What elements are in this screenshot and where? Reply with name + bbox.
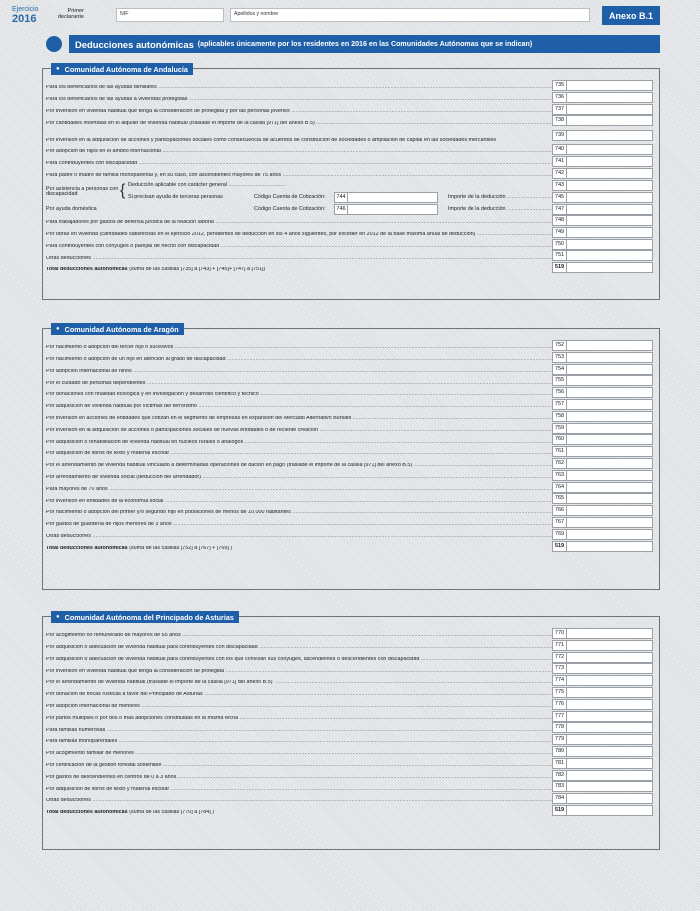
- deduction-value-field[interactable]: [567, 628, 653, 639]
- box-number: 756: [552, 387, 567, 398]
- deduction-row: [46, 115, 653, 127]
- box-number: 762: [552, 458, 567, 469]
- box-number: 777: [552, 711, 567, 722]
- deduction-value-field[interactable]: [567, 104, 653, 115]
- total-label-bold: Total deducciones autonómicas: [46, 810, 128, 816]
- deduction-value-field[interactable]: [567, 92, 653, 103]
- deduction-row: [46, 168, 653, 180]
- deduction-row: [46, 529, 653, 541]
- deduction-value-field[interactable]: [567, 458, 653, 469]
- section-aragon: [42, 324, 660, 590]
- deduction-value-field[interactable]: [567, 423, 653, 434]
- box-number: 783: [552, 781, 567, 792]
- ejercicio-label: Ejercicio: [12, 6, 39, 13]
- total-label-bold: Total deducciones autonómicas: [46, 545, 128, 551]
- box-number: 766: [552, 505, 567, 516]
- box-number: 761: [552, 446, 567, 457]
- deduction-value-field[interactable]: [567, 711, 653, 722]
- aragon-rows: [46, 340, 653, 552]
- box-number: 742: [552, 168, 567, 179]
- box-number: 781: [552, 758, 567, 769]
- box-number: 738: [552, 115, 567, 126]
- deduction-row: [46, 144, 653, 156]
- primer-declarante-label: Primer declarante: [57, 8, 84, 20]
- deduction-value-field[interactable]: [567, 746, 653, 757]
- deduction-row: [46, 699, 653, 711]
- deduction-row: [46, 482, 653, 494]
- value-745[interactable]: [567, 192, 653, 203]
- total-value[interactable]: [567, 541, 653, 552]
- box-number: 769: [552, 529, 567, 540]
- deduction-row: [46, 364, 653, 376]
- deduction-value-field[interactable]: [567, 493, 653, 504]
- deduction-value-field[interactable]: [567, 227, 653, 238]
- total-row: [46, 805, 653, 817]
- deduction-row: [46, 722, 653, 734]
- box-number: 741: [552, 156, 567, 167]
- deduction-row: [46, 127, 653, 144]
- deduction-value-field[interactable]: [567, 663, 653, 674]
- deduction-label: Por nacimiento o adopción del tercer hijo o sucesivos .....: [46, 345, 575, 351]
- deduction-value-field[interactable]: [567, 168, 653, 179]
- deduction-label: Por el arrendamiento de vivienda habitual vinculado a determinadas operaciones de dación en pago (traslade el importe de la casilla [971] del anexo B.5) .....: [46, 463, 575, 469]
- andalucia-rows: [46, 80, 653, 274]
- deduction-label: Para familias numerosas .....: [46, 728, 575, 734]
- deduction-value-field[interactable]: [567, 517, 653, 528]
- deduction-label: Por inversión en la adquisición de acciones o participaciones sociales de nuevas entidades o de reciente creación .....: [46, 428, 575, 434]
- nif-field[interactable]: NIF: [116, 8, 224, 22]
- brace-icon: {: [120, 181, 126, 199]
- box-number: 736: [552, 92, 567, 103]
- box-number: 763: [552, 470, 567, 481]
- deduction-label: Por el cuidado de personas dependientes .....: [46, 381, 575, 387]
- deduction-label: Por adquisición o adecuación de vivienda habitual para contribuyentes con los que convivan sus cónyuges, ascendientes o descendientes con discapacidad .....: [46, 657, 575, 663]
- deduction-value-field[interactable]: [567, 250, 653, 261]
- deduction-value-field[interactable]: [567, 687, 653, 698]
- deduction-value-field[interactable]: [567, 352, 653, 363]
- bullet-icon: ●: [56, 66, 60, 72]
- deduction-label: Por obras en vivienda (cantidades satisfechas en el ejercicio 2012, pendientes de deducción en los 4 años siguientes, por exceder en 2012 de la base máxima anual de deducción) .....: [46, 232, 575, 238]
- deduction-row: [46, 239, 653, 251]
- deduction-row: [46, 446, 653, 458]
- total-row: [46, 541, 653, 553]
- deduction-label: Por adquisición o adecuación de vivienda habitual para contribuyentes con discapacidad .....: [46, 645, 575, 651]
- deduction-value-field[interactable]: [567, 130, 653, 141]
- total-label: [46, 546, 575, 552]
- deduction-row: [46, 340, 653, 352]
- total-value[interactable]: [567, 262, 653, 273]
- caracter-general-label: Deducción aplicable con carácter general .....: [128, 182, 285, 188]
- deduction-value-field[interactable]: [567, 722, 653, 733]
- deduction-label: Para los beneficiarios de las ayudas familiares .....: [46, 85, 575, 91]
- deduction-label: Para contribuyentes con discapacidad .....: [46, 161, 575, 167]
- total-box: 519: [552, 262, 567, 273]
- page-title: [46, 35, 660, 53]
- box-number: 772: [552, 652, 567, 663]
- deduction-row: [46, 387, 653, 399]
- deduction-label: Para mayores de 70 años .....: [46, 487, 575, 493]
- total-box: 519: [552, 805, 567, 816]
- form-header: [10, 6, 660, 26]
- box-number: 740: [552, 144, 567, 155]
- section-title-text: Comunidad Autónoma de Andalucía: [64, 64, 188, 74]
- box-number: 780: [552, 746, 567, 757]
- deduction-label: Por inversión en acciones de entidades que cotizan en el segmento de empresas en expansión del Mercado Alternativo Bursátil .....: [46, 416, 575, 422]
- bullet-icon: ●: [56, 326, 60, 332]
- deduction-label: Por adquisición de vivienda habitual por víctimas del terrorismo .....: [46, 404, 575, 410]
- ejercicio: [12, 6, 38, 25]
- deduction-label: Por adopción internacional de niños .....: [46, 369, 575, 375]
- codigo-label-1: Código Cuenta de Cotización:: [254, 193, 326, 200]
- deduction-label: Por arrendamiento de vivienda social (deducción del arrendador) .....: [46, 475, 575, 481]
- deduction-value-field[interactable]: [567, 156, 653, 167]
- box-number: 779: [552, 734, 567, 745]
- box-number: 784: [552, 793, 567, 804]
- deduction-value-field[interactable]: [567, 115, 653, 126]
- deduction-label: Por certificación de la gestión forestal sostenible .....: [46, 763, 575, 769]
- box-number: 750: [552, 239, 567, 250]
- deduction-row: [46, 352, 653, 364]
- deduction-value-field[interactable]: [567, 387, 653, 398]
- title-circle-icon: [46, 36, 62, 52]
- box-747: 747: [552, 204, 567, 215]
- section-title-text: Comunidad Autónoma de Aragón: [64, 324, 179, 334]
- asturias-rows: [46, 628, 653, 817]
- deduction-row: [46, 652, 653, 664]
- precisan-label: Si precisan ayuda de terceras personas: [128, 193, 223, 200]
- deduction-label: Por el arrendamiento de vivienda habitual (traslade el importe de la casilla [971] del anexo B.5) .....: [46, 680, 575, 686]
- box-number: 737: [552, 104, 567, 115]
- deduction-label: Por inversión en vivienda habitual que tenga la consideración de protegida y por las personas jóvenes .....: [46, 109, 575, 115]
- box-number: 758: [552, 411, 567, 422]
- deduction-label: Por adquisición o rehabilitación de vivienda habitual en núcleos rurales o análogos .....: [46, 440, 575, 446]
- box-745: 745: [552, 192, 567, 203]
- deduction-label: Para trabajadores por gastos de defensa jurídica de la relación laboral .....: [46, 220, 575, 226]
- box-number: 767: [552, 517, 567, 528]
- total-label-rest: (suma de las casillas [735] a [743] + [745]+ [747] a [751]): [129, 267, 266, 273]
- value-747[interactable]: [567, 204, 653, 215]
- box-number: 748: [552, 215, 567, 226]
- deduction-row: [46, 675, 653, 687]
- total-label-bold: Total deducciones autonómicas: [46, 267, 128, 273]
- deduction-row: [46, 517, 653, 529]
- deduction-row: [46, 92, 653, 104]
- deduction-label: Por inversión en vivienda habitual que tenga la consideración de protegida .....: [46, 669, 575, 675]
- deduction-row: [46, 411, 653, 423]
- codigo-label-2: Código Cuenta de Cotización:: [254, 205, 326, 212]
- deduction-label: Por gastos de guardería de hijos menores de 3 años .....: [46, 522, 575, 528]
- total-label-rest: (suma de las casillas [770] a [784] ): [129, 810, 214, 816]
- deduction-value-field[interactable]: [567, 446, 653, 457]
- deduction-row: [46, 493, 653, 505]
- deduction-row: [46, 227, 653, 239]
- deduction-label: Por cantidades invertidas en el alquiler de vivienda habitual (traslade el importe de la casilla [971] del anexo B.5) .....: [46, 121, 575, 127]
- deduction-row: [46, 470, 653, 482]
- box-number: 752: [552, 340, 567, 351]
- deduction-value-field[interactable]: [567, 675, 653, 686]
- box-number: 739: [552, 130, 567, 141]
- value-744[interactable]: [348, 192, 438, 203]
- deduction-value-field[interactable]: [567, 434, 653, 445]
- deduction-value-field[interactable]: [567, 529, 653, 540]
- total-label: [46, 810, 575, 816]
- box-744: 744: [334, 192, 348, 203]
- box-number: 759: [552, 423, 567, 434]
- box-number: 770: [552, 628, 567, 639]
- deduction-value-field[interactable]: [567, 215, 653, 226]
- box-number: 749: [552, 227, 567, 238]
- box-number: 774: [552, 675, 567, 686]
- box-number: 776: [552, 699, 567, 710]
- box-number: 753: [552, 352, 567, 363]
- deduction-value-field[interactable]: [567, 699, 653, 710]
- deduction-row: [46, 711, 653, 723]
- title-main: Deducciones autonómicas: [75, 38, 194, 50]
- ayuda-domestica-label: Por ayuda doméstica: [46, 205, 97, 212]
- box-746: 746: [334, 204, 348, 215]
- title-sub: (aplicables únicamente por los residentes en 2016 en las Comunidades Autónomas que se indican): [197, 40, 533, 48]
- deduction-value-field[interactable]: [567, 640, 653, 651]
- section-title-text: Comunidad Autónoma del Principado de Asturias: [64, 612, 234, 622]
- deduction-value-field[interactable]: [567, 734, 653, 745]
- bullet-icon: ●: [56, 614, 60, 620]
- asistencia-block: [46, 180, 653, 215]
- deduction-row: [46, 758, 653, 770]
- deduction-row: [46, 375, 653, 387]
- box-number: 775: [552, 687, 567, 698]
- box-number: 778: [552, 722, 567, 733]
- deduction-row: [46, 734, 653, 746]
- deduction-row: [46, 505, 653, 517]
- box-number: 771: [552, 640, 567, 651]
- deduction-label: Por partos múltiples o por dos o más adopciones constituidas en la misma fecha .....: [46, 716, 575, 722]
- asistencia-label: Por asistencia a personas con discapacidad: [46, 185, 119, 198]
- deduction-label: Para los beneficiarios de las ayudas a viviendas protegidas .....: [46, 97, 575, 103]
- deduction-value-field[interactable]: [567, 375, 653, 386]
- deduction-value-field[interactable]: [567, 482, 653, 493]
- box-number: 754: [552, 364, 567, 375]
- deduction-value-field[interactable]: [567, 770, 653, 781]
- deduction-value-field[interactable]: [567, 793, 653, 804]
- deduction-row: [46, 434, 653, 446]
- deduction-value-field[interactable]: [567, 364, 653, 375]
- deduction-label: Por adquisición de libros de texto y material escolar .....: [46, 451, 575, 457]
- deduction-value-field[interactable]: [567, 505, 653, 516]
- deduction-label: Por donación de fincas rústicas a favor del Principado de Asturias .....: [46, 692, 575, 698]
- box-number: 764: [552, 482, 567, 493]
- deduction-value-field[interactable]: [567, 340, 653, 351]
- value-746[interactable]: [348, 204, 438, 215]
- importe-label-1: Importe de la deducción .....: [448, 194, 564, 200]
- deduction-row: [46, 640, 653, 652]
- deduction-value-field[interactable]: [567, 411, 653, 422]
- deduction-label: Por adopción de hijos en el ámbito internacional .....: [46, 149, 575, 155]
- total-value[interactable]: [567, 805, 653, 816]
- deduction-label: Por acogimiento familiar de menores .....: [46, 751, 575, 757]
- deduction-label: Por donaciones con finalidad ecológica y en investigación y desarrollo científico y técnico .....: [46, 392, 575, 398]
- anexo-badge: Anexo B.1: [602, 6, 660, 25]
- section-title: [51, 323, 184, 335]
- total-label: [46, 267, 575, 273]
- deduction-label: Por nacimiento o adopción de un hijo en atención al grado de discapacidad .....: [46, 357, 575, 363]
- deduction-label: Por nacimiento o adopción del primer y/o segundo hijo en poblaciones de menos de 10.000 habitantes .....: [46, 510, 575, 516]
- deduction-row: [46, 628, 653, 640]
- deduction-label: Por adquisición de libros de texto y material escolar .....: [46, 787, 575, 793]
- deduction-row: [46, 423, 653, 435]
- deduction-label: Otras deducciones .....: [46, 798, 575, 804]
- box-number: 773: [552, 663, 567, 674]
- deduction-row: [46, 781, 653, 793]
- box-number: 782: [552, 770, 567, 781]
- deduction-label: Para padre o madre de familia monoparental y, en su caso, con ascendientes mayores de 75 años .....: [46, 173, 575, 179]
- deduction-row: [46, 746, 653, 758]
- total-row: [46, 262, 653, 274]
- deduction-label: Para contribuyentes con cónyuges o parejas de hecho con discapacidad .....: [46, 244, 575, 250]
- deduction-value-field[interactable]: [567, 239, 653, 250]
- section-asturias: [42, 612, 660, 850]
- importe-label-2: Importe de la deducción .....: [448, 206, 564, 212]
- deduction-label: Por inversión en entidades de la economía social .....: [46, 499, 575, 505]
- section-title: [51, 611, 239, 623]
- deduction-label: Por acogimiento no remunerado de mayores de 65 años .....: [46, 633, 575, 639]
- deduction-row: [46, 80, 653, 92]
- deduction-label: Para familias monoparentales .....: [46, 739, 575, 745]
- section-title: [51, 63, 193, 75]
- deduction-value-field[interactable]: [567, 652, 653, 663]
- deduction-value-field[interactable]: [567, 80, 653, 91]
- deduction-value-field[interactable]: [567, 144, 653, 155]
- deduction-value-field[interactable]: [567, 781, 653, 792]
- box-number: 765: [552, 493, 567, 504]
- box-number: 755: [552, 375, 567, 386]
- title-bar: [69, 35, 660, 53]
- deduction-label: Por adopción internacional de menores .....: [46, 704, 575, 710]
- deduction-row: [46, 793, 653, 805]
- nombre-field[interactable]: Apellidos y nombre: [230, 8, 590, 22]
- deduction-label: Por inversión en la adquisición de acciones y participaciones sociales como consecuencia de acuerdos de constitución de sociedades o ampliación de capital en las sociedades mercantiles: [46, 137, 497, 143]
- deduction-row: [46, 663, 653, 675]
- box-number: 751: [552, 250, 567, 261]
- deduction-label: Por gastos de descendientes en centros de 0 a 3 años .....: [46, 775, 575, 781]
- total-box: 519: [552, 541, 567, 552]
- box-743: 743: [552, 180, 567, 191]
- box-number: 760: [552, 434, 567, 445]
- deduction-row: [46, 104, 653, 116]
- box-number: 735: [552, 80, 567, 91]
- deduction-value-field[interactable]: [567, 470, 653, 481]
- deduction-label: Otras deducciones .....: [46, 256, 575, 262]
- deduction-row: [46, 156, 653, 168]
- deduction-row: [46, 215, 653, 227]
- deduction-value-field[interactable]: [567, 758, 653, 769]
- deduction-row: [46, 770, 653, 782]
- deduction-value-field[interactable]: [567, 399, 653, 410]
- deduction-row: [46, 399, 653, 411]
- ejercicio-year: 2016: [12, 13, 37, 25]
- box-number: 757: [552, 399, 567, 410]
- deduction-label: Otras deducciones .....: [46, 534, 575, 540]
- deduction-row: [46, 250, 653, 262]
- section-andalucia: [42, 64, 660, 300]
- value-743[interactable]: [567, 180, 653, 191]
- deduction-row: [46, 458, 653, 470]
- total-label-rest: (suma de las casillas [752] a [767] + [769] ): [129, 545, 233, 551]
- deduction-row: [46, 687, 653, 699]
